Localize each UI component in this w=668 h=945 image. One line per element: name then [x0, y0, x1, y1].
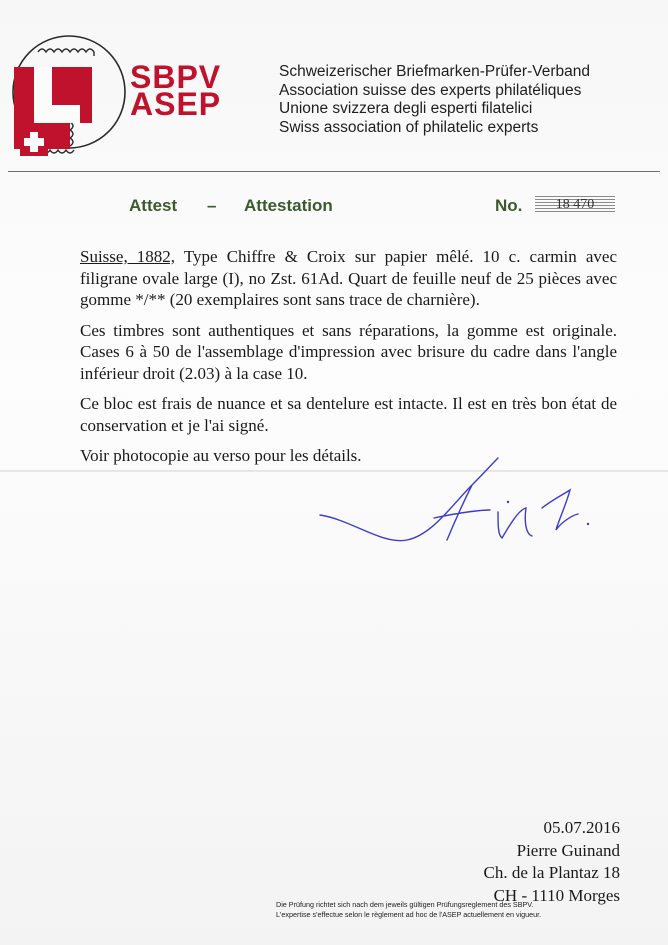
regulation-footnote [276, 900, 626, 920]
paragraph-authenticity: Ces timbres sont authentiques et sans réparations, la gomme est originale. Cases 6 à 50 de l'assemblage d'impression avec brisure du cadre dans l'angle inférieur droit (2.03) à la case 10. [80, 320, 617, 383]
issue-lead: Suisse, 1882, [80, 247, 176, 266]
expert-address [484, 817, 620, 907]
brand-sbpv: SBPV [130, 59, 222, 95]
org-name-de: Schweizerischer Briefmarken-Prüfer-Verband [279, 63, 590, 80]
description-text: Type Chiffre & Croix sur papier mêlé. 10 c. carmin avec filigrane ovale large (I), no Zst. 61Ad. Quart de feuille neuf de 25 pièces avec gomme */** (20 exemplaires sont sans trace de charnière). [80, 247, 617, 309]
paragraph-reference: Voir photocopie au verso pour les détails. [80, 446, 362, 465]
certificate-date: 05.07.2016 [543, 818, 620, 837]
org-name-en: Swiss association of philatelic experts [279, 118, 539, 136]
footnote-de: Die Prüfung richtet sich nach dem jeweils gültigen Prüfungsreglement des SBPV. [276, 900, 534, 909]
certificate-title-row [0, 196, 668, 220]
footnote-fr: L'expertise s'effectue selon le règlement ad hoc de l'ASEP actuellement en vigueur. [276, 910, 542, 919]
certificate-number: 18 470 [535, 196, 615, 214]
number-label: No. [495, 196, 523, 215]
title-attest: Attest [129, 196, 178, 215]
expert-name: Pierre Guinand [516, 840, 620, 860]
handwritten-signature [312, 450, 612, 560]
brand-acronyms [130, 59, 222, 122]
paragraph-description [80, 246, 617, 311]
organisation-names [279, 63, 590, 137]
org-name-fr: Association suisse des experts philatéliques [279, 81, 582, 99]
sbpv-logo-icon [6, 22, 136, 172]
expert-city: CH - 1110 Morges [493, 885, 620, 905]
brand-asep: ASEP [130, 86, 222, 122]
title-attestation: Attestation [244, 196, 333, 215]
paragraph-condition: Ce bloc est frais de nuance et sa dentelure est intacte. Il est en très bon état de conservation et je l'ai signé. [80, 394, 617, 435]
org-name-it: Unione svizzera degli esperti filatelici [279, 100, 533, 117]
header-divider [8, 171, 660, 172]
certificate-body [80, 246, 617, 476]
title-dash: – [207, 196, 217, 215]
expert-street: Ch. de la Plantaz 18 [483, 863, 620, 882]
